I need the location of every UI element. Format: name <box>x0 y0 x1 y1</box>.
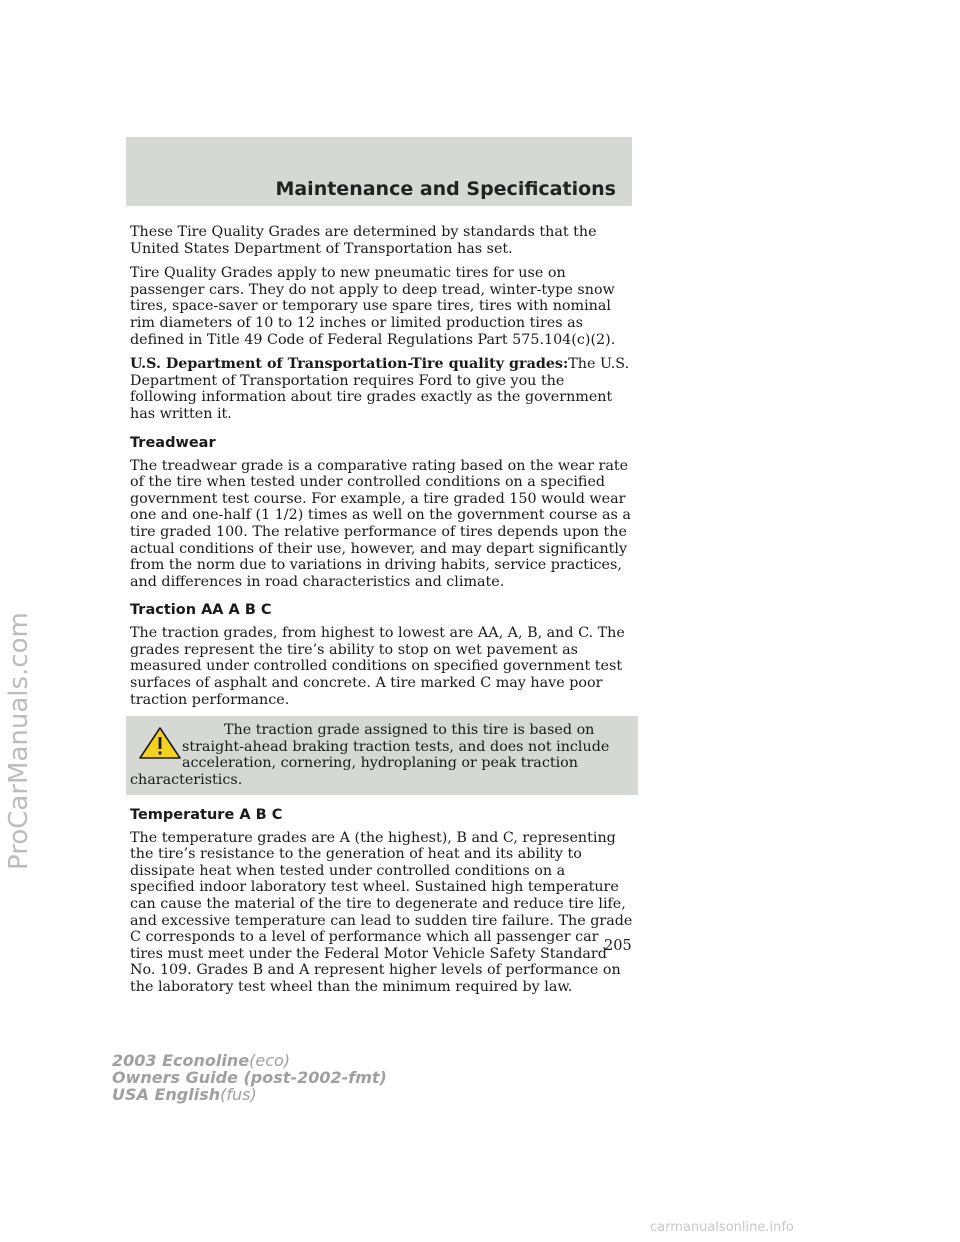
intro-paragraph: These Tire Quality Grades are determined by standards that the United States Department of Transportation has set. <box>130 224 597 257</box>
dot-text: The U.S. Department of Transportation requires Ford to give you the following information about tire grades exactly as the government has written it. <box>130 356 630 422</box>
footer-guide: Owners Guide (post-2002-fmt) <box>112 1068 387 1087</box>
applicability-paragraph: Tire Quality Grades apply to new pneumatic tires for use on passenger cars. They do not apply to deep tread, winter-type snow tires, space-saver or temporary use spare tires, tires with nominal rim diameters of 10 to 12 inches or limited production tires as defined in Title 49 Code of Federal Regulations Part 575.104(c)(2). <box>130 265 616 348</box>
warning-box <box>126 716 638 794</box>
footer-model-code: (eco) <box>249 1051 291 1070</box>
treadwear-paragraph: The treadwear grade is a comparative rating based on the wear rate of the tire when tested under controlled conditions on a specified government test course. For example, a tire graded 150 would wear one and one-half (1 1/2) times as well on the government course as a tire graded 100. The relative performance of tires depends upon the actual conditions of their use, however, and may depart significantly from the norm due to variations in driving habits, service practices, and differences in road characteristics and climate. <box>130 457 631 590</box>
dot-lead: U.S. Department of Transportation-Tire quality grades: <box>130 356 569 373</box>
footer-language: USA English <box>112 1085 221 1104</box>
footer-model: 2003 Econoline <box>112 1051 250 1070</box>
bottom-watermark: carmanualsonline.info <box>650 1220 794 1235</box>
warning-text: The traction grade assigned to this tire is based on straight-ahead braking traction tests, and does not include acceleration, cornering, hydroplaning or peak traction characteristics. <box>130 722 610 789</box>
warning-triangle-icon <box>138 726 182 760</box>
page-number: 205 <box>604 938 632 954</box>
treadwear-heading: Treadwear <box>130 434 216 451</box>
dot-paragraph <box>130 356 634 422</box>
page-content <box>130 224 634 1004</box>
temperature-paragraph: The temperature grades are A (the highest), B and C, representing the tire’s resistance to the generation of heat and its ability to dissipate heat when tested under controlled conditions on a specified indoor laboratory test wheel. Sustained high temperature can cause the material of the tire to degenerate and reduce tire life, and excessive temperature can lead to sudden tire failure. The grade C corresponds to a level of performance which all passenger car tires must meet under the Federal Motor Vehicle Safety Standard No. 109. Grades B and A represent higher levels of performance on the laboratory test wheel than the minimum required by law. <box>130 829 633 995</box>
section-title: Maintenance and Specifications <box>275 178 616 200</box>
footer-info <box>112 1052 387 1103</box>
footer-language-code: (fus) <box>220 1085 257 1104</box>
traction-heading: Traction AA A B C <box>130 602 272 619</box>
traction-paragraph: The traction grades, from highest to lowest are AA, A, B, and C. The grades represent the tire’s ability to stop on wet pavement as measured under controlled conditions on specified government test surfaces of asphalt and concrete. A tire marked C may have poor traction performance. <box>130 625 625 708</box>
side-watermark: ProCarManuals.com <box>4 612 34 870</box>
temperature-heading: Temperature A B C <box>130 806 283 823</box>
